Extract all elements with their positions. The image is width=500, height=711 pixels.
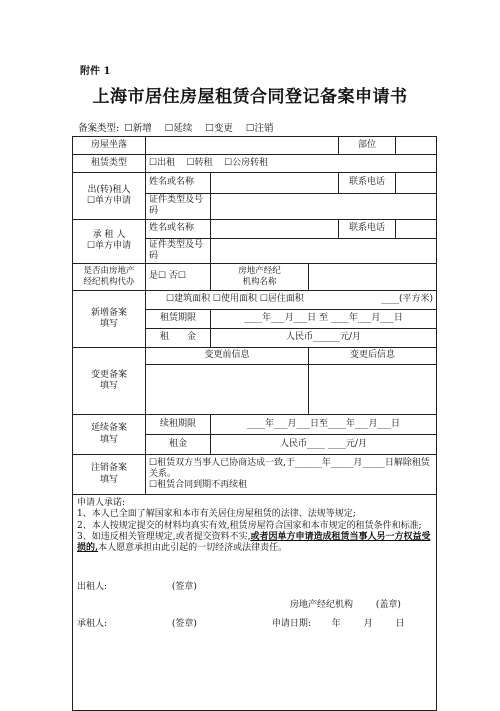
lessor-id-label: 证件类型及号码 — [146, 194, 211, 220]
lease-type-rent-checkbox[interactable]: ☐出租 — [149, 157, 176, 168]
lessee-single-apply-checkbox[interactable]: ☐单方申请 — [86, 241, 132, 252]
agency-name-label — [211, 264, 309, 291]
lessor-name-label: 姓名或名称 — [146, 173, 211, 194]
change-filing-label: 变更备案 — [90, 369, 127, 380]
change-after-label: 变更后信息 — [309, 348, 437, 365]
agency-question-line1: 是否由房地产 — [83, 266, 135, 277]
lessor-section-label — [73, 173, 146, 220]
application-date-label: 申请日期: — [271, 618, 311, 629]
lessee-name-label: 姓名或名称 — [146, 219, 211, 238]
property-location-field[interactable] — [146, 137, 339, 155]
lessor-label: 出(转)租人 — [87, 184, 131, 195]
lessee-sign-area[interactable]: (签章) — [171, 618, 197, 629]
cancel-filing-section-label — [73, 455, 146, 495]
lessee-label: 承 租 人 — [92, 230, 126, 240]
lessee-id-label: 证件类型及号码 — [146, 238, 211, 264]
new-filing-fill-label: 填写 — [99, 319, 118, 329]
new-filing-area-row — [146, 291, 437, 310]
lease-type-options — [146, 155, 437, 173]
extend-filing-fill-label: 填写 — [99, 434, 118, 445]
pledge-heading: 申请人承诺: — [77, 498, 126, 508]
extend-filing-label: 延续备案 — [90, 423, 127, 434]
extend-term-label: 续租期限 — [146, 415, 211, 435]
filing-type-extend-checkbox[interactable]: ☐延续 — [164, 123, 193, 134]
filing-type-new-checkbox[interactable]: ☐新增 — [124, 123, 152, 134]
date-month[interactable]: 月 — [363, 618, 373, 629]
cancel-terminated-checkbox[interactable]: ☐租赁双方当事人已协商达成一致,于______年_____月_____日解除租赁关系。 — [149, 457, 430, 479]
signature-lessee-row — [77, 619, 432, 630]
lessor-single-apply-checkbox[interactable]: ☐单方申请 — [86, 195, 132, 206]
new-filing-section-label — [73, 291, 146, 348]
property-unit-label: 部位 — [339, 137, 396, 155]
cancel-filing-options — [146, 455, 437, 495]
change-filing-fill-label: 填写 — [99, 381, 118, 391]
lessee-section-label — [73, 219, 146, 264]
lessor-name-field[interactable] — [211, 173, 339, 194]
lessee-phone-field[interactable] — [396, 219, 437, 238]
cancel-filing-fill-label: 填写 — [99, 474, 118, 485]
area-unit-field[interactable]: ____(平方米) — [380, 294, 433, 305]
new-filing-term-label: 租赁期限 — [146, 310, 211, 329]
agency-question-label — [73, 264, 146, 291]
change-before-field[interactable] — [146, 365, 309, 415]
agency-sign-label: 房地产经纪机构 — [290, 599, 354, 610]
pledge-item-2: 2、本人按规定提交的材料均真实有效,租赁房屋符合国家和本市规定的租赁条件和标准; — [77, 520, 422, 531]
pledge-item-3-suffix: 本人愿意承担由此引起的一切经济或法律责任。 — [98, 543, 288, 553]
pledge-item-3 — [77, 532, 432, 555]
agency-yes-no-checkboxes[interactable]: 是☐ 否☐ — [146, 264, 211, 291]
agency-name-label-line2: 机构名称 — [242, 277, 277, 287]
annex-label: 附件 1 — [80, 66, 111, 77]
lessee-phone-label: 联系电话 — [339, 219, 396, 238]
change-filing-section-label — [73, 348, 146, 415]
lessor-phone-label: 联系电话 — [339, 173, 396, 194]
property-unit-field[interactable] — [396, 137, 437, 155]
lessor-sign-label: 出租人: — [77, 582, 108, 593]
pledge-item-3-bold: 或者因单方申请造成租赁当事人另一方权益受损的, — [77, 531, 431, 553]
lease-type-public-sublet-checkbox[interactable]: ☐公房转租 — [224, 157, 269, 168]
lessor-phone-field[interactable] — [396, 173, 437, 194]
new-filing-term-field[interactable]: ____年___月___日 至 ____年___月___日 — [211, 310, 437, 329]
lessee-name-field[interactable] — [211, 219, 339, 238]
lease-type-sublet-checkbox[interactable]: ☐转租 — [186, 157, 213, 168]
signature-lessor-row — [77, 582, 432, 593]
new-filing-rent-field[interactable]: 人民币______元/月 — [211, 329, 437, 348]
area-type-checkboxes[interactable]: ☐建筑面积 ☐使用面积 ☐居住面积 — [166, 294, 304, 305]
cancel-filing-label: 注销备案 — [90, 463, 127, 474]
agency-name-field[interactable] — [309, 264, 437, 291]
extend-rent-label: 租金 — [146, 435, 211, 455]
lessor-sign-area[interactable]: (签章) — [171, 582, 197, 593]
agency-name-label-line1: 房地产经纪 — [238, 266, 281, 277]
change-after-field[interactable] — [309, 365, 437, 415]
pledge-item-1: 1、本人已全面了解国家和本市有关居住房屋租赁的法律、法规等规定; — [77, 509, 356, 520]
form-title: 上海市居住房屋租赁合同登记备案申请书 — [92, 87, 408, 107]
filing-type-change-checkbox[interactable]: ☐变更 — [205, 123, 233, 134]
pledge-section — [73, 495, 437, 711]
date-year[interactable]: 年 — [331, 618, 341, 629]
agency-seal-area[interactable]: (盖章) — [375, 599, 401, 610]
property-location-label: 房屋坐落 — [73, 137, 146, 155]
extend-term-field[interactable]: ____年___月___日至____年___月___日 — [211, 415, 437, 435]
agency-question-line2: 经纪机构代办 — [83, 277, 135, 287]
signature-agency-row — [77, 600, 432, 611]
extend-filing-section-label — [73, 415, 146, 455]
date-day[interactable]: 日 — [395, 618, 405, 629]
extend-rent-field[interactable]: 人民币____ ____元/月 — [211, 435, 437, 455]
pledge-item-3-prefix: 3、如违反相关管理规定,或者提交资料不实, — [77, 531, 251, 542]
filing-type-label: 备案类型: — [78, 123, 120, 134]
application-form-table — [72, 136, 437, 711]
change-before-label: 变更前信息 — [146, 348, 309, 365]
lessor-id-field[interactable] — [211, 194, 437, 220]
lessee-sign-label: 承租人: — [77, 618, 108, 629]
filing-type-row — [78, 120, 283, 134]
cancel-expired-checkbox[interactable]: ☐租赁合同到期不再续租 — [149, 480, 248, 491]
new-filing-rent-label: 租 金 — [146, 329, 211, 348]
new-filing-label: 新增备案 — [90, 307, 127, 318]
filing-type-cancel-checkbox[interactable]: ☐注销 — [245, 123, 274, 134]
lease-type-label: 租赁类型 — [73, 155, 146, 173]
lessee-id-field[interactable] — [211, 238, 437, 264]
